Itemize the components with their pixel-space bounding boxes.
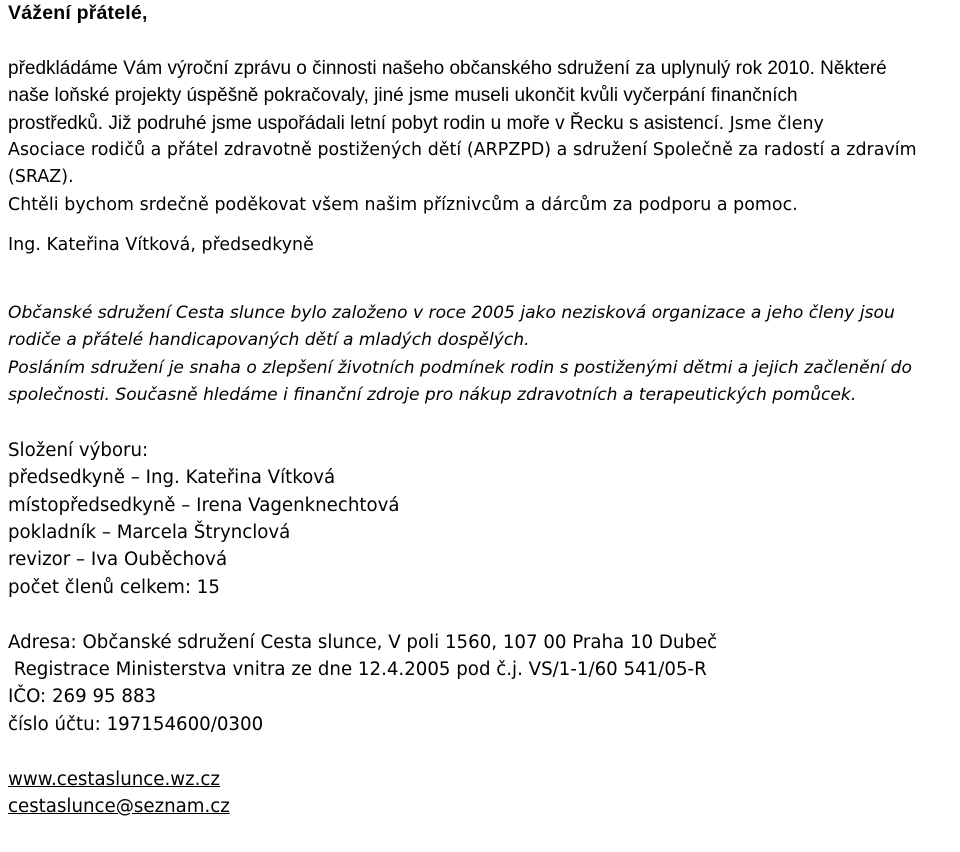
committee-heading: Složení výboru: <box>8 439 149 461</box>
email-link[interactable]: cestaslunce@seznam.cz <box>8 795 230 817</box>
committee-member: pokladník – Marcela Štrynclová <box>8 522 291 544</box>
signature: Ing. Kateřina Vítková, předsedkyně <box>8 235 314 256</box>
spacer <box>8 601 958 628</box>
address: Adresa: Občanské sdružení Cesta slunce, V poli 1560, 107 00 Praha 10 Dubeč <box>8 631 718 653</box>
committee-member: místopředsedkyně – Irena Vagenknechtová <box>8 494 400 516</box>
members-line-1: Asociace rodičů a přátel zdravotně postižených dětí (ARPZPD) a sdružení Společně za radostí a zdravím <box>8 139 917 160</box>
spacer <box>8 260 958 287</box>
website-link[interactable]: www.cestaslunce.wz.cz <box>8 768 220 790</box>
spacer <box>8 738 958 765</box>
greeting: Vážení přátelé, <box>8 2 148 24</box>
bank-account: číslo účtu: 197154600/0300 <box>8 713 264 735</box>
intro-line-3-tail <box>724 114 824 134</box>
about-line-1: Občanské sdružení Cesta slunce bylo založeno v roce 2005 jako nezisková organizace a jeho členy jsou <box>8 302 895 323</box>
member-count: počet členů celkem: 15 <box>8 576 220 598</box>
committee-member: předsedkyně – Ing. Kateřina Vítková <box>8 467 336 489</box>
intro-line-3-text: prostředků. Již podruhé jsme uspořádali letní pobyt rodin u moře v Řecku s asistencí. <box>8 112 725 134</box>
spacer <box>8 409 958 436</box>
about-line-3: Posláním sdružení je snaha o zlepšení životních podmínek rodin s postiženými dětmi a jejich začlenění do <box>8 357 912 378</box>
thanks-line: Chtěli bychom srdečně poděkovat všem našim příznivcům a dárcům za podporu a pomoc. <box>8 194 798 215</box>
intro-line-1: předkládáme Vám výroční zprávu o činnosti našeho občanského sdružení za uplynulý rok 2010. Některé <box>8 57 887 79</box>
about-line-2: rodiče a přátelé handicapovaných dětí a mladých dospělých. <box>8 330 530 351</box>
website-line <box>8 766 958 793</box>
spacer <box>8 287 958 300</box>
intro-line-3 <box>8 110 958 137</box>
about-paragraph <box>8 300 958 410</box>
members-line-2: (SRAZ). <box>8 167 74 188</box>
spacer <box>8 219 958 232</box>
ico: IČO: 269 95 883 <box>8 686 157 708</box>
intro-paragraph <box>8 55 958 219</box>
about-line-4: společnosti. Současně hledáme i finanční zdroje pro nákup zdravotních a terapeutických pomůcek. <box>8 385 857 406</box>
email-line <box>8 793 958 820</box>
registration: Registrace Ministerstva vnitra ze dne 12.4.2005 pod č.j. VS/1-1/60 541/05-R <box>8 658 707 680</box>
committee-member: revizor – Iva Ouběchová <box>8 549 228 571</box>
annual-report-letter <box>8 0 958 820</box>
contact-section <box>8 629 958 821</box>
spacer <box>8 27 958 54</box>
members-intro: Jsme členy <box>729 113 824 134</box>
intro-line-2: naše loňské projekty úspěšně pokračovaly, jiné jsme museli ukončit kvůli vyčerpání finančních <box>8 85 798 107</box>
committee-section <box>8 437 958 601</box>
